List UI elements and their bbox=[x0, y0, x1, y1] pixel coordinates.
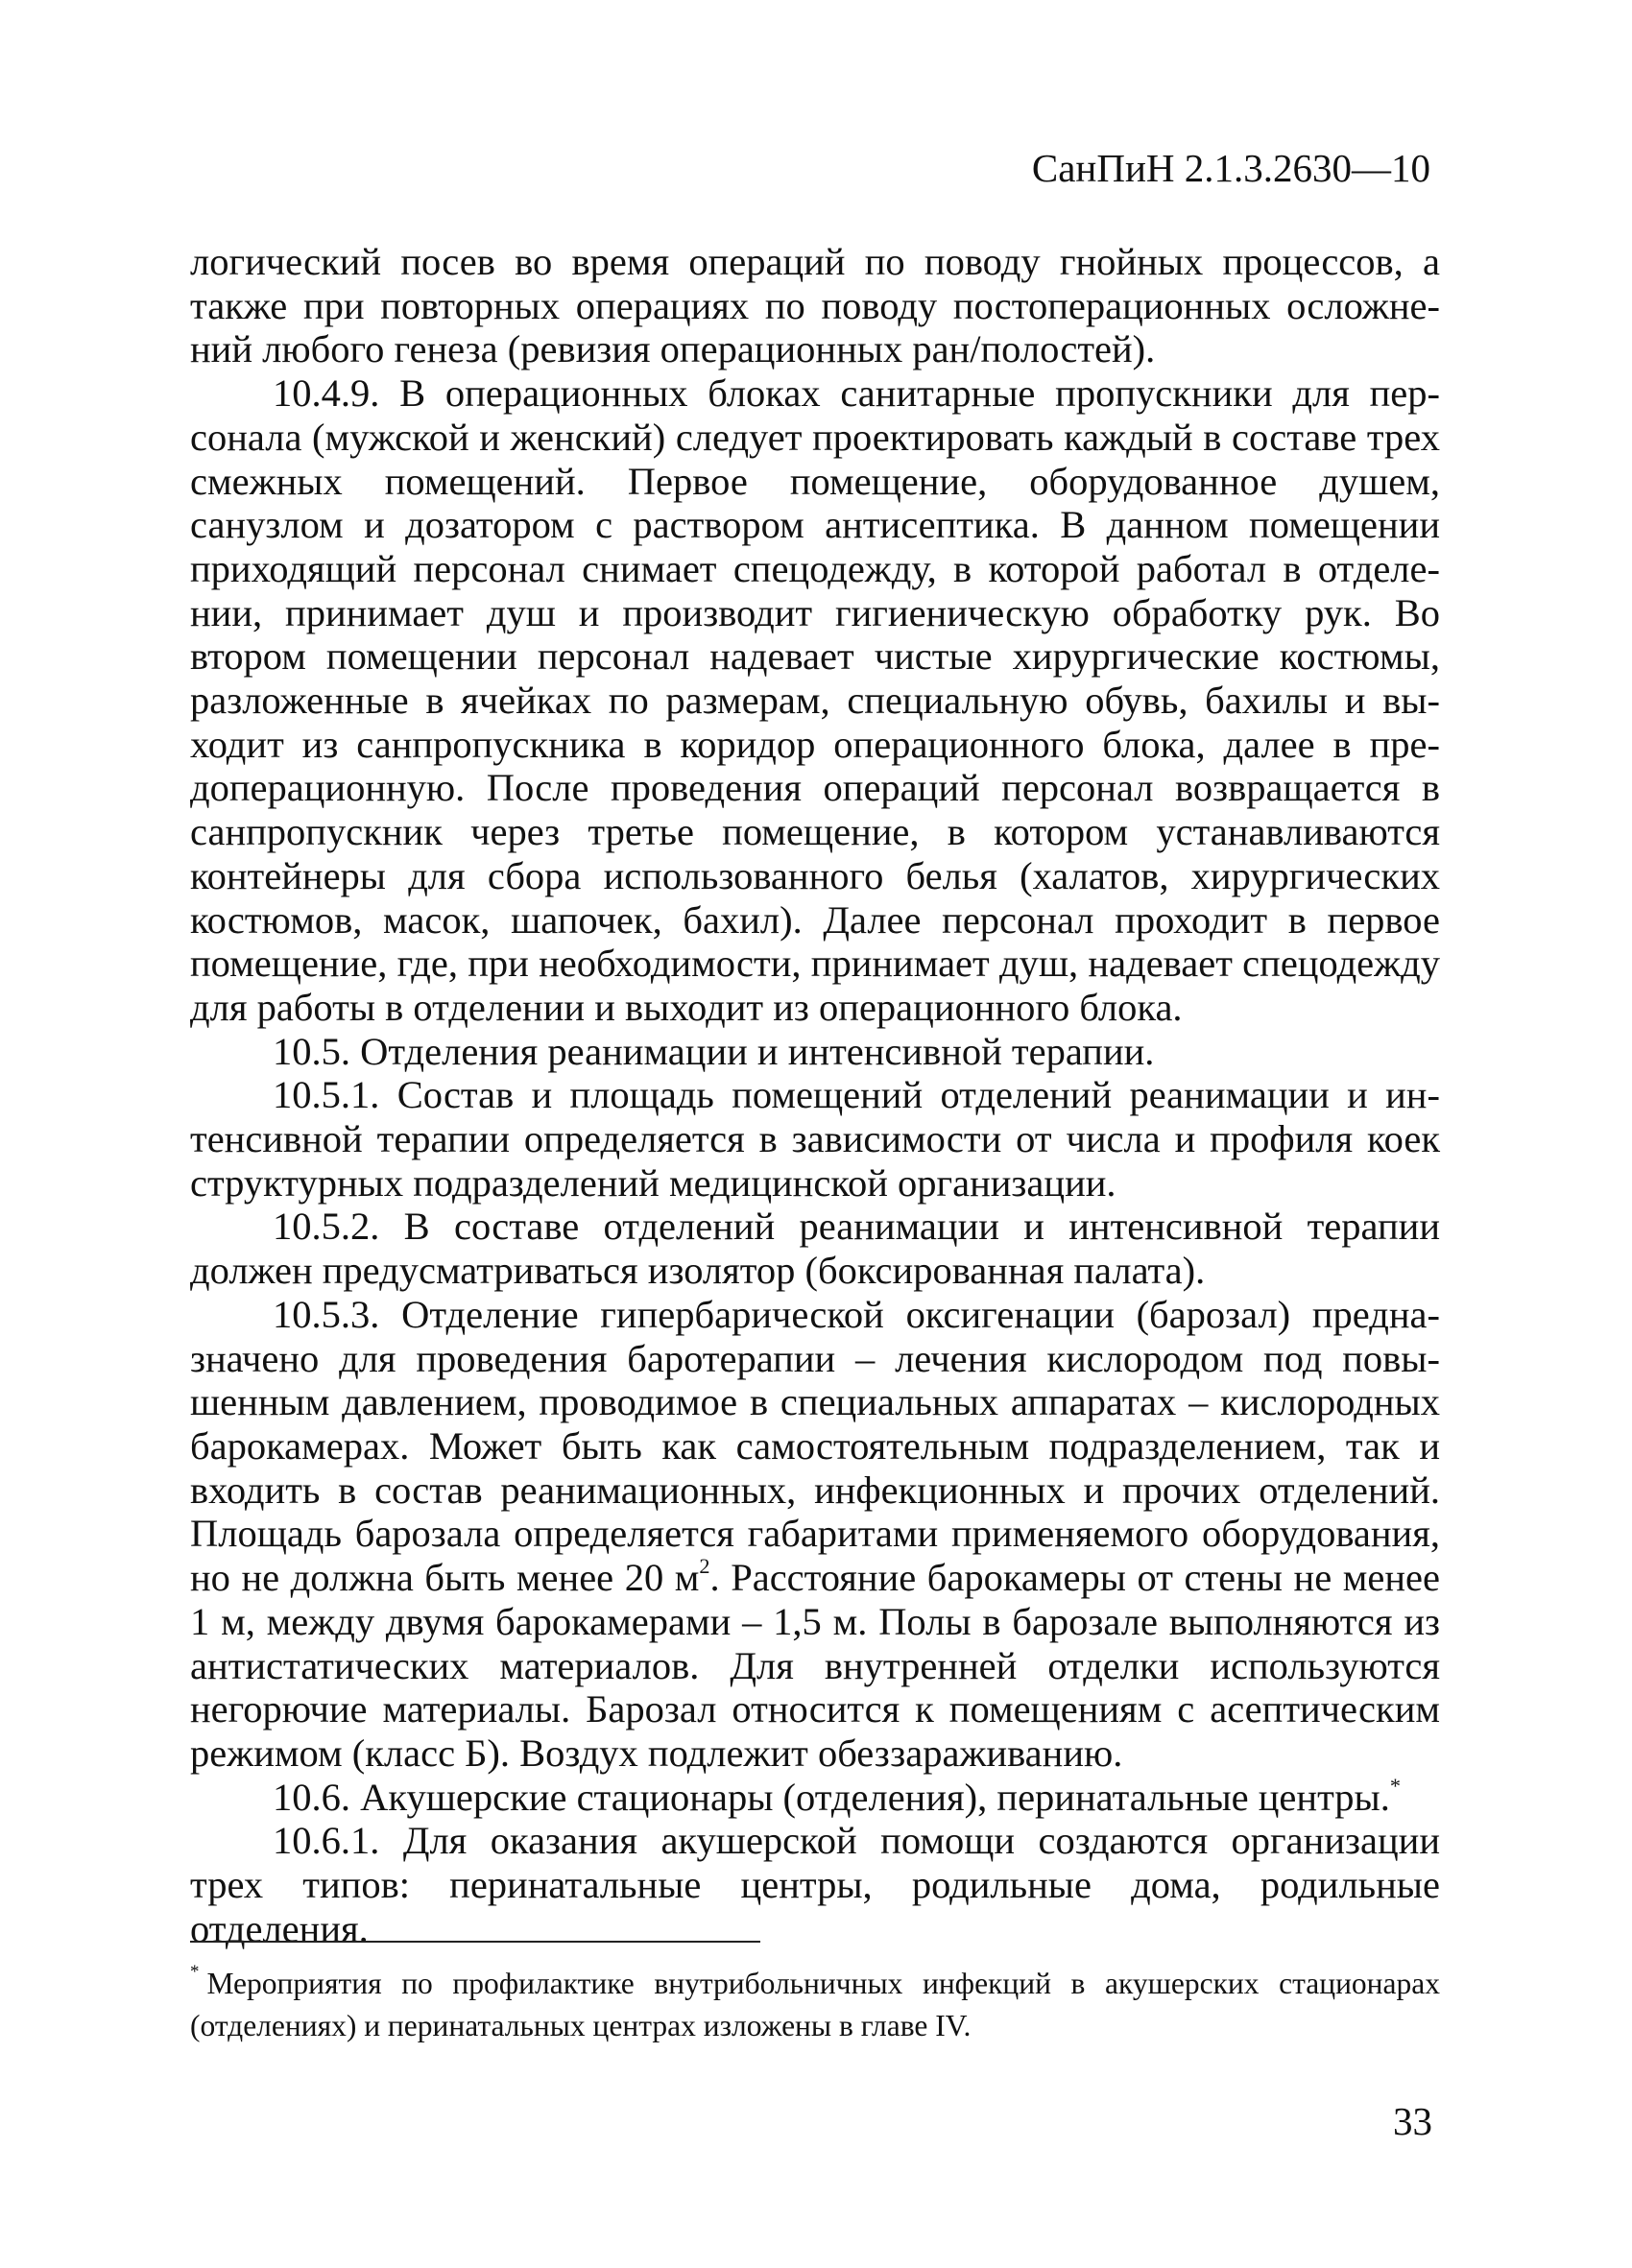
paragraph-10-6 bbox=[190, 1773, 1440, 1820]
footnote bbox=[190, 1963, 1440, 2047]
square-meter-superscript: 2 bbox=[699, 1554, 710, 1579]
paragraph-10-5-3-part-a: 10.5.3. Отделение гипербарической оксигенации (барозал) предназначено для проведения баротерапии – лечения кислородом под повышенным давлением, проводимое в специальных аппаратах – кислородных барокамерах. Может быть как самостоятельным подразделением, так и входить в состав реанимационных, инфекционных и прочих отделений. Площадь барозала определяется габаритами применяемого оборудования, но не должна быть менее 20 м bbox=[190, 1292, 1440, 1600]
paragraph-10-5-3 bbox=[190, 1293, 1440, 1776]
paragraph-10-4-9: 10.4.9. В операционных блоках санитарные пропускники для персонала (мужской и женский) следует проектировать каждый в составе трех смежных помещений. Первое помещение, оборудованное душем, санузлом и дозатором с раствором антисептика. В данном помещении приходящий персонал снимает спецодежду, в которой работал в отделении, принимает душ и производит гигиеническую обработку рук. Во втором помещении персонал надевает чистые хирургические костюмы, разложенные в ячейках по размерам, специальную обувь, бахилы и выходит из санпропускника в коридор операционного блока, далее в предоперационную. После проведения операций персонал возвращается в санпропускник через третье помещение, в котором устанавливаются контейнеры для сбора использованного белья (халатов, хирургических костюмов, масок, шапочек, бахил). Далее персонал проходит в первое помещение, где, при необходимости, принимает душ, надевает спецодежду для работы в отделении и выходит из операционного блока. bbox=[190, 371, 1440, 1029]
paragraph-10-5-3-part-b: . Расстояние барокамеры от стены не менее 1 м, между двумя барокамерами – 1,5 м. Полы в барозале выполняются из антистатических материалов. Для внутренней отделки используются негорючие материалы. Барозал относится к помещениям с асептическим режимом (класс Б). Воздух подлежит обеззараживанию. bbox=[190, 1556, 1440, 1775]
document-code-header: СанПиН 2.1.3.2630—10 bbox=[1031, 146, 1430, 190]
paragraph-10-5: 10.5. Отделения реанимации и интенсивной терапии. bbox=[273, 1029, 1155, 1073]
paragraph-10-6-text: 10.6. Акушерские стационары (отделения), перинатальные центры. bbox=[273, 1775, 1390, 1819]
footnote-divider bbox=[190, 1941, 760, 1943]
page-number: 33 bbox=[1393, 2099, 1432, 2143]
paragraph-continuation: логический посев во время операций по поводу гнойных процессов, а также при повторных операциях по поводу постоперационных осложнений любого генеза (ревизия операционных ран/полостей). bbox=[190, 240, 1440, 371]
footnote-text: Мероприятия по профилактике внутрибольничных инфекций в акушерских стационарах (отделениях) и перинатальных центрах изложены в главе IV. bbox=[190, 1967, 1440, 2042]
footnote-mark: * bbox=[190, 1962, 200, 1982]
paragraph-10-6-1: 10.6.1. Для оказания акушерской помощи создаются организации трех типов: перинатальные центры, родильные дома, родильные отделения. bbox=[190, 1819, 1440, 1950]
paragraph-10-5-1: 10.5.1. Состав и площадь помещений отделений реанимации и интенсивной терапии определяется в зависимости от числа и профиля коек структурных подразделений медицинской организации. bbox=[190, 1073, 1440, 1205]
main-text bbox=[190, 240, 1440, 1950]
paragraph-10-5-2: 10.5.2. В составе отделений реанимации и интенсивной терапии должен предусматриваться изолятор (боксированная палата). bbox=[190, 1205, 1440, 1293]
footnote-reference-mark: * bbox=[1389, 1773, 1402, 1798]
